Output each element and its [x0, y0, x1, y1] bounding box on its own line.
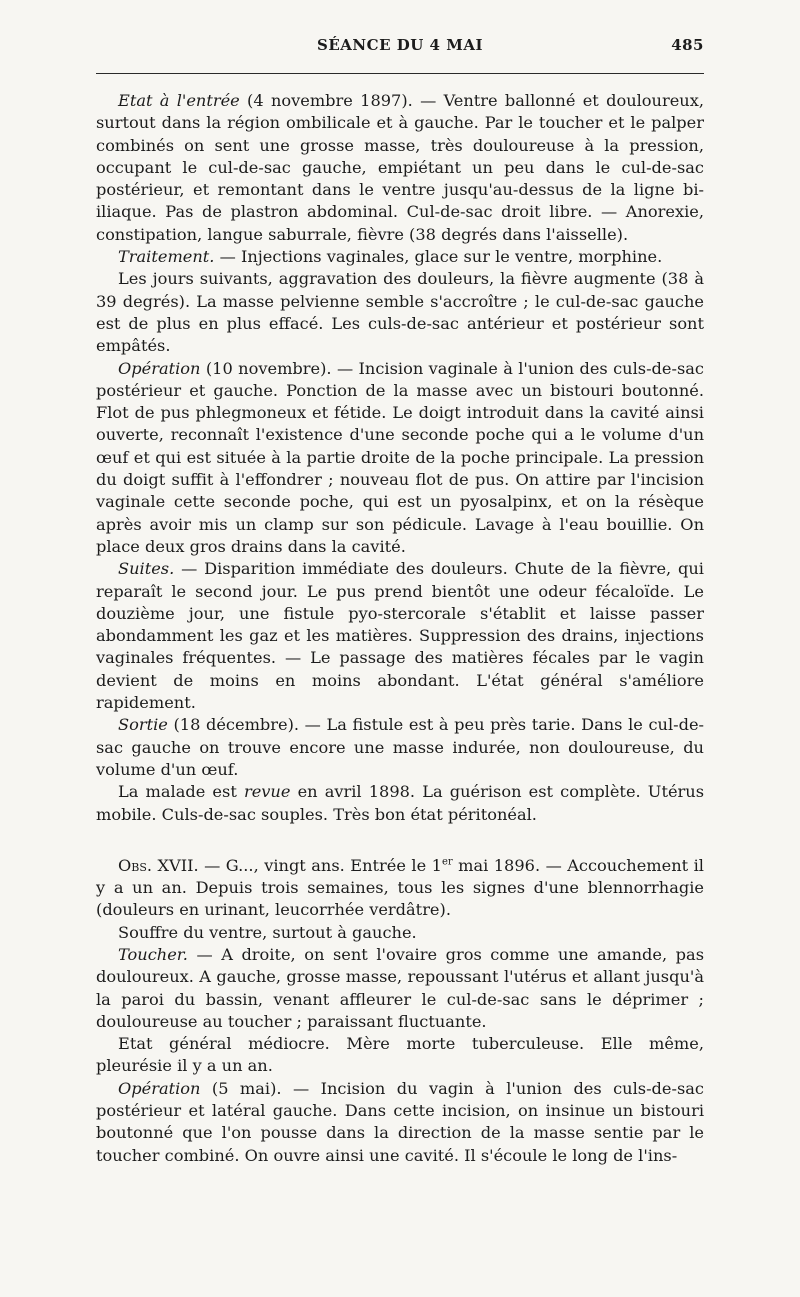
paragraph-revue: [96, 781, 704, 826]
text-etat: (4 novembre 1897). — Ventre ballonné et douloureux, surtout dans la région ombilicale et à gauche. Par le toucher et le palper combinés on sent une grosse masse, très douloureuse à la pression, occupant le cul-de-sac gauche, empiétant un peu dans le cul-de-sac postérieur, et remontant dans le ventre jusqu'au-dessus de la ligne bi-iliaque. Pas de plastron abdominal. Cul-de-sac droit libre. — Anorexie, constipation, langue saburrale, fièvre (38 degrés dans l'aisselle).: [96, 91, 704, 244]
lead-etat: Etat à l'entrée: [118, 91, 240, 110]
body-text: [96, 90, 704, 1167]
lead-sortie: Sortie: [118, 715, 168, 735]
text-operation-1: (10 novembre). — Incision vaginale à l'union des culs-de-sac postérieur et gauche. Ponction de la masse avec un bistouri boutonné. Flot de pus phlegmoneux et fétide. Le doigt introduit dans la cavité ainsi ouverte, reconnaît l'existence d'une seconde poche qui a le volume d'un œuf et qui est située à la partie droite de la poche principale. La pression du doigt suffit à l'effondrer ; nouveau flot de pus. On attire par l'incision vaginale cette seconde poche, qui est un pyosalpinx, et on la résèque après avoir mis un clamp sur son pédicule. Lavage à l'eau bouillie. On place deux gros drains dans la cavité.: [96, 358, 704, 556]
lead-suites: Suites.: [118, 559, 175, 579]
text-revue-b: en avril 1898. La guérison est complète. Utérus mobile. Culs-de-sac souples. Très bon état péritonéal.: [96, 782, 704, 824]
paragraph-operation-2: [96, 1078, 704, 1167]
paragraph-traitement: [96, 246, 704, 268]
page-number: 485: [671, 36, 704, 54]
paragraph-obs-xvii: [96, 855, 704, 922]
paragraph-etat: [96, 90, 704, 246]
obs-text-a: — G..., vingt ans. Entrée le 1: [198, 855, 442, 875]
lead-traitement: Traitement.: [118, 247, 215, 267]
paragraph-etat-general: [96, 1033, 704, 1078]
text-suites: — Disparition immédiate des douleurs. Chute de la fièvre, qui reparaît le second jour. Le pus prend bientôt une odeur fécaloïde. Le douzième jour, une fistule pyo-stercorale s'établit et laisse passer abondamment les gaz et les matières. Suppression des drains, injections vaginales fréquentes. — Le passage des matières fécales par le vagin devient de moins en moins abondant. L'état général s'améliore rapidement.: [96, 559, 704, 713]
text-etat-general: Etat général médiocre. Mère morte tuberculeuse. Elle même, pleurésie il y a un an.: [96, 1034, 704, 1076]
revue-italic: revue: [243, 782, 291, 802]
paragraph-suites: [96, 558, 704, 714]
text-jours-suivants: Les jours suivants, aggravation des douleurs, la fièvre augmente (38 à 39 degrés). La masse pelvienne semble s'accroître ; le cul-de-sac gauche est de plus en plus effacé. Les culs-de-sac antérieur et postérieur sont empâtés.: [96, 269, 704, 356]
text-operation-2: (5 mai). — Incision du vagin à l'union des culs-de-sac postérieur et latéral gauche. Dans cette incision, on insinue un bistouri boutonné que l'on pousse dans la direction de la masse sentie par le toucher combiné. On ouvre ainsi une cavité. Il s'écoule le long de l'ins-: [96, 1078, 704, 1165]
obs-label: Obs. XVII.: [118, 855, 199, 875]
text-revue-a: La malade est: [118, 782, 244, 802]
paragraph-souffre: [96, 922, 704, 944]
text-traitement: — Injections vaginales, glace sur le ventre, morphine.: [214, 247, 663, 267]
running-header: [96, 36, 704, 60]
running-title: SÉANCE DU 4 MAI: [317, 36, 483, 54]
lead-operation-2: Opération: [118, 1078, 201, 1098]
text-toucher: — A droite, on sent l'ovaire gros comme une amande, pas douloureux. A gauche, grosse masse, repoussant l'utérus et allant jusqu'à la paroi du bassin, venant affleurer le cul-de-sac sans le déprimer ; douloureuse au toucher ; paraissant fluctuante.: [96, 944, 704, 1031]
paragraph-jours-suivants: [96, 268, 704, 357]
text-souffre: Souffre du ventre, surtout à gauche.: [118, 922, 417, 942]
header-rule: [96, 73, 704, 74]
paragraph-sortie: [96, 714, 704, 781]
lead-operation-1: Opération: [118, 358, 201, 378]
obs-superscript: er: [441, 856, 453, 868]
section-gap: [96, 826, 704, 855]
paragraph-toucher: [96, 944, 704, 1033]
text-sortie: (18 décembre). — La fistule est à peu près tarie. Dans le cul-de-sac gauche on trouve encore une masse indurée, non douloureuse, du volume d'un œuf.: [96, 715, 704, 779]
paragraph-operation-1: [96, 358, 704, 559]
obs-text-b: mai 1896. — Accouchement il y a un an. Depuis trois semaines, tous les signes d'une blennorrhagie (douleurs en urinant, leucorrhée verdâtre).: [96, 855, 704, 920]
lead-toucher: Toucher.: [118, 944, 188, 964]
